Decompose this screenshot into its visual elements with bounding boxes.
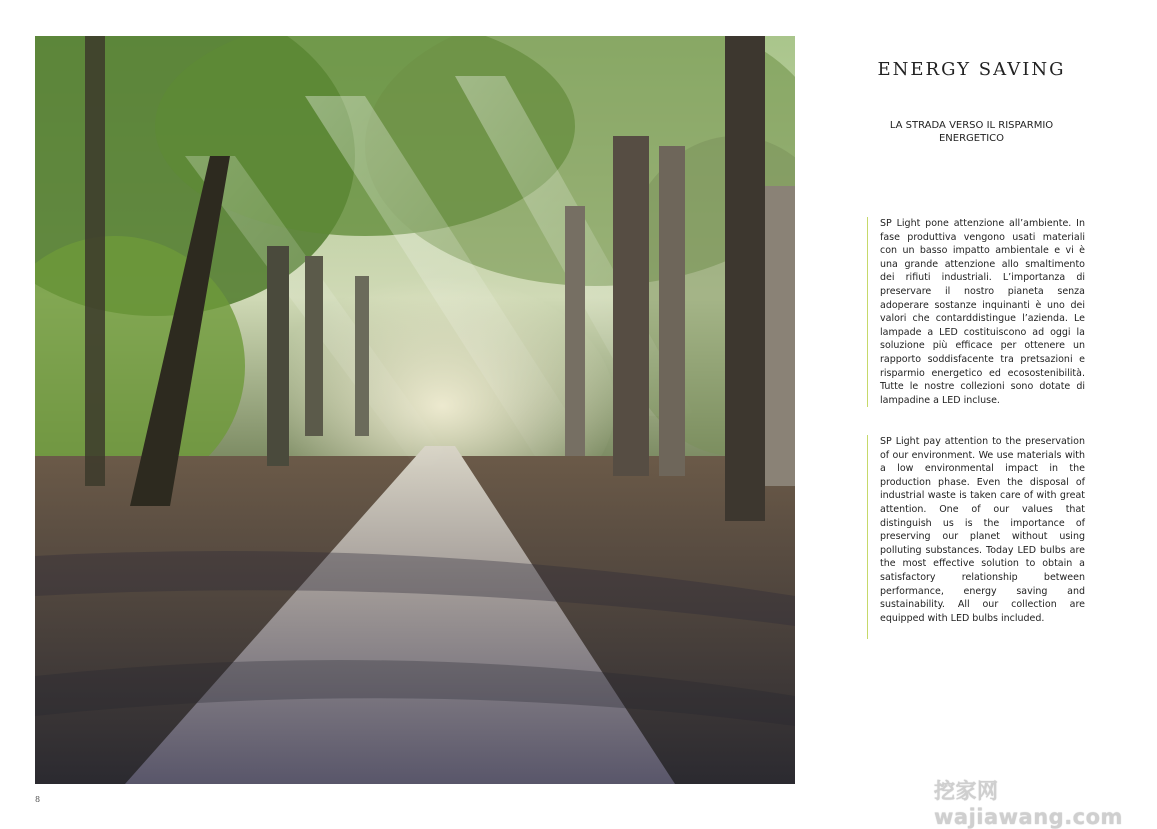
watermark: 挖家网 wajiawang.com	[934, 779, 1123, 829]
forest-road-illustration	[35, 36, 795, 784]
page-subtitle: LA STRADA VERSO IL RISPARMIO ENERGETICO	[889, 120, 1054, 144]
english-text-block	[867, 435, 1085, 639]
page-number: 8	[35, 795, 41, 804]
italian-text-block	[867, 217, 1085, 407]
paragraph-italian: SP Light pone attenzione all’ambiente. In fase produttiva vengono usati materiali con un basso impatto ambientale e vi è una grande attenzione allo smaltimento dei rifiuti industriali. L’importanza di preservare il nostro pianeta senza adoperare sostanze inquinanti è uno dei valori che contarddistingue l’azienda. Le lampade a LED costituiscono ad oggi la soluzione più efficace per ottenere un rapporto soddisfacente tra pretsazioni e risparmio energetico ed ecosostenibilità. Tutte le nostre collezioni sono dotate di lampadine a LED incluse.	[880, 218, 1085, 406]
page-title: ENERGY SAVING	[877, 59, 1066, 80]
forest-road-photo	[35, 36, 795, 784]
paragraph-english: SP Light pay attention to the preservation of our environment. We use materials with a low environmental impact in the production phase. Even the disposal of industrial waste is taken care of with great attention. One of our values that distinguish us is the importance of preserving our planet without using polluting substances. Today LED bulbs are the most effective solution to obtain a satisfactory relationship between performance, energy saving and sustainability. All our collection are equipped with LED bulbs included.	[880, 436, 1085, 624]
